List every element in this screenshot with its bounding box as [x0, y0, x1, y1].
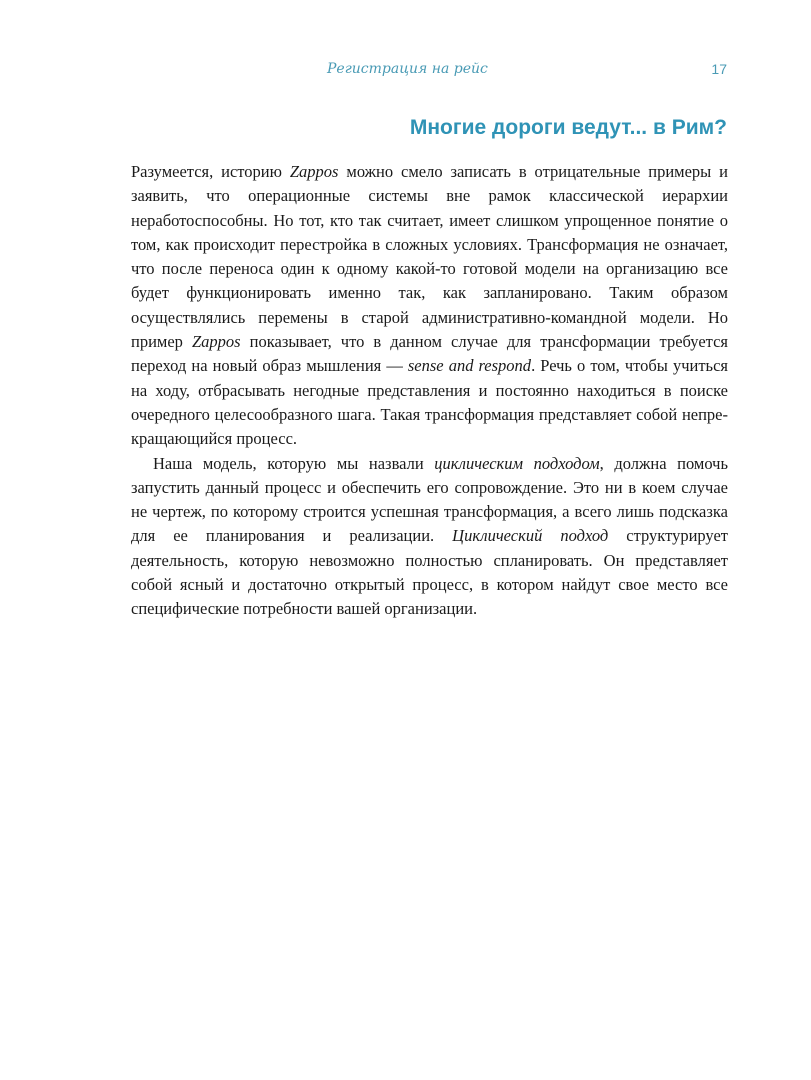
text-run: Наша модель, которую мы назвали	[153, 453, 435, 473]
italic-run: sense and respond	[407, 356, 532, 376]
text-run: . Речь о том, чтобы учиться на ходу, отбрасывать негодные представления и постоянно находиться в поиске очередного целесообразного шага. Такая трансформация представляет собой непрекращающийся процесс.	[131, 356, 728, 449]
text-run: структурирует деятельность, которую невозможно полностью спланировать. Он представляет собой ясный и достаточно открытый процесс, в котором найдут свое место все специфические потребности вашей организации.	[131, 526, 729, 619]
text-run: показывает, что в данном случае для трансформации требуется переход на новый образ мышления —	[131, 332, 728, 376]
text-run: Разумеется, историю	[131, 162, 290, 181]
text-run: можно смело записать в отрицательные примеры и заявить, что операционные системы вне рамок классической иерархии неработоспособны. Но тот, кто так считает, имеет слишком упрощенное понятие о том, как происходит перестройка в сложных условиях. Трансформация не означает, что после переноса один к одному какой-то готовой модели на организацию все будет функционировать именно так, как запланировано. Таким образом осуществлялись перемены в старой административно-командной модели. Но пример	[131, 162, 728, 352]
body-text	[131, 160, 728, 622]
italic-run: Zappos	[191, 332, 241, 352]
italic-run: циклическим подходом	[434, 453, 600, 473]
paragraph-1	[131, 160, 728, 452]
section-heading: Многие дороги ведут... в Рим?	[409, 116, 727, 139]
italic-run: Zappos	[289, 162, 339, 181]
italic-run: Циклический подход	[452, 526, 609, 546]
running-title: Регистрация на рейс	[327, 61, 488, 77]
page-number: 17	[711, 61, 727, 77]
paragraph-2	[131, 452, 728, 622]
text-run: , должна помочь запустить данный процесс и обеспечить его сопровождение. Это ни в коем случае не чертеж, по которому строится успешная трансформация, а всего лишь подсказка для ее планирования и реализации.	[131, 453, 728, 546]
